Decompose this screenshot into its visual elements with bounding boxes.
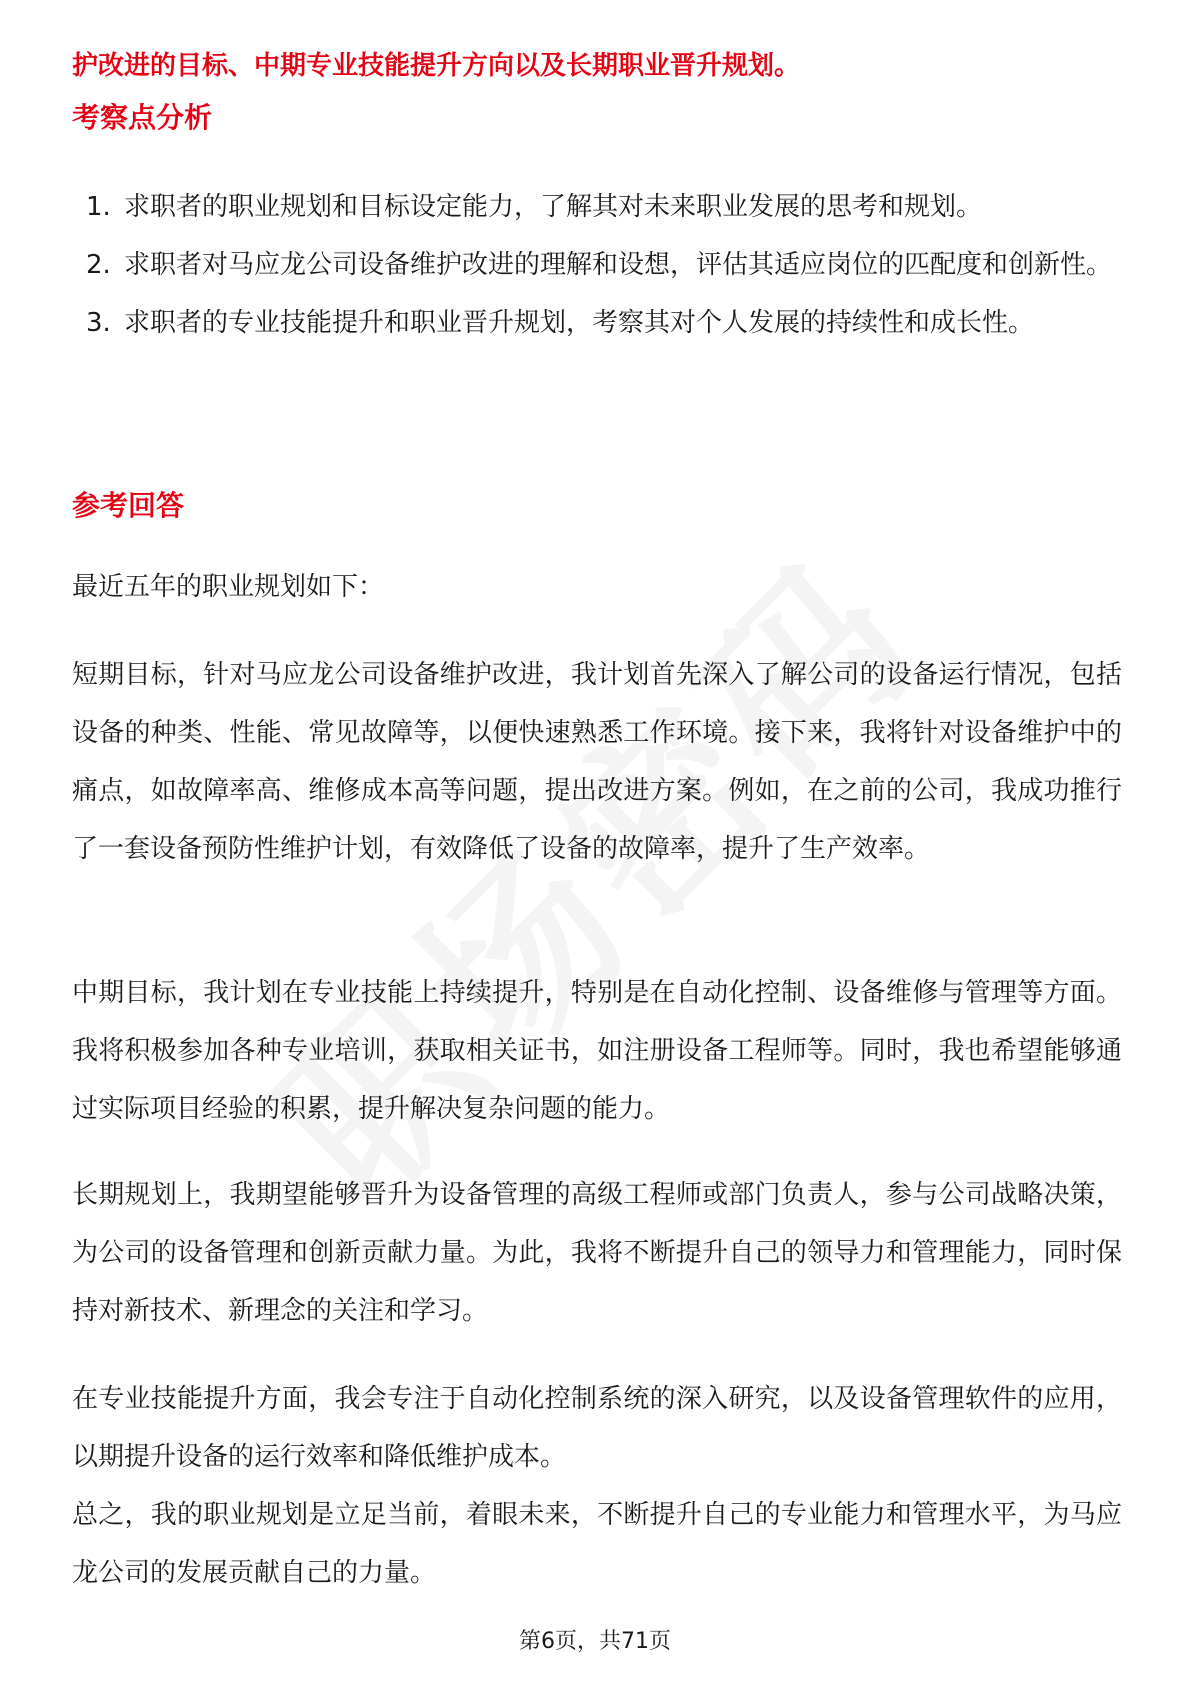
analysis-heading: 考察点分析 (72, 101, 213, 134)
list-number: 2. (86, 250, 111, 280)
list-number: 1. (86, 192, 111, 222)
analysis-item-text: 求职者的专业技能提升和职业晋升规划，考察其对个人发展的持续性和成长性。 (124, 308, 1035, 338)
answer-paragraph: 在专业技能提升方面，我会专注于自动化控制系统的深入研究，以及设备管理软件的应用，以期提升设备的运行效率和降低维护成本。 (72, 1384, 1122, 1472)
intro-line: 护改进的目标、中期专业技能提升方向以及长期职业晋升规划。 (72, 51, 801, 81)
answer-paragraph: 长期规划上，我期望能够晋升为设备管理的高级工程师或部门负责人，参与公司战略决策，为公司的设备管理和创新贡献力量。为此，我将不断提升自己的领导力和管理能力，同时保持对新技术、新理念的关注和学习。 (72, 1180, 1122, 1326)
analysis-item (72, 294, 1132, 352)
page-footer: 第6页，共71页 (519, 1629, 671, 1654)
answer-paragraph: 总之，我的职业规划是立足当前，着眼未来，不断提升自己的专业能力和管理水平，为马应龙公司的发展贡献自己的力量。 (72, 1500, 1122, 1588)
answer-paragraph: 最近五年的职业规划如下： (72, 572, 385, 602)
analysis-item-text: 求职者的职业规划和目标设定能力，了解其对未来职业发展的思考和规划。 (124, 192, 983, 222)
analysis-item-text: 求职者对马应龙公司设备维护改进的理解和设想，评估其适应岗位的匹配度和创新性。 (124, 250, 1113, 280)
answer-paragraph: 短期目标，针对马应龙公司设备维护改进，我计划首先深入了解公司的设备运行情况，包括设备的种类、性能、常见故障等，以便快速熟悉工作环境。接下来，我将针对设备维护中的痛点，如故障率高、维修成本高等问题，提出改进方案。例如，在之前的公司，我成功推行了一套设备预防性维护计划，有效降低了设备的故障率，提升了生产效率。 (72, 660, 1122, 864)
analysis-item (72, 236, 1132, 294)
answer-heading: 参考回答 (72, 489, 185, 522)
answer-paragraph: 中期目标，我计划在专业技能上持续提升，特别是在自动化控制、设备维修与管理等方面。我将积极参加各种专业培训，获取相关证书，如注册设备工程师等。同时，我也希望能够通过实际项目经验的积累，提升解决复杂问题的能力。 (72, 978, 1122, 1124)
analysis-list (72, 178, 1132, 352)
list-number: 3. (86, 308, 111, 338)
analysis-item (72, 178, 1132, 236)
